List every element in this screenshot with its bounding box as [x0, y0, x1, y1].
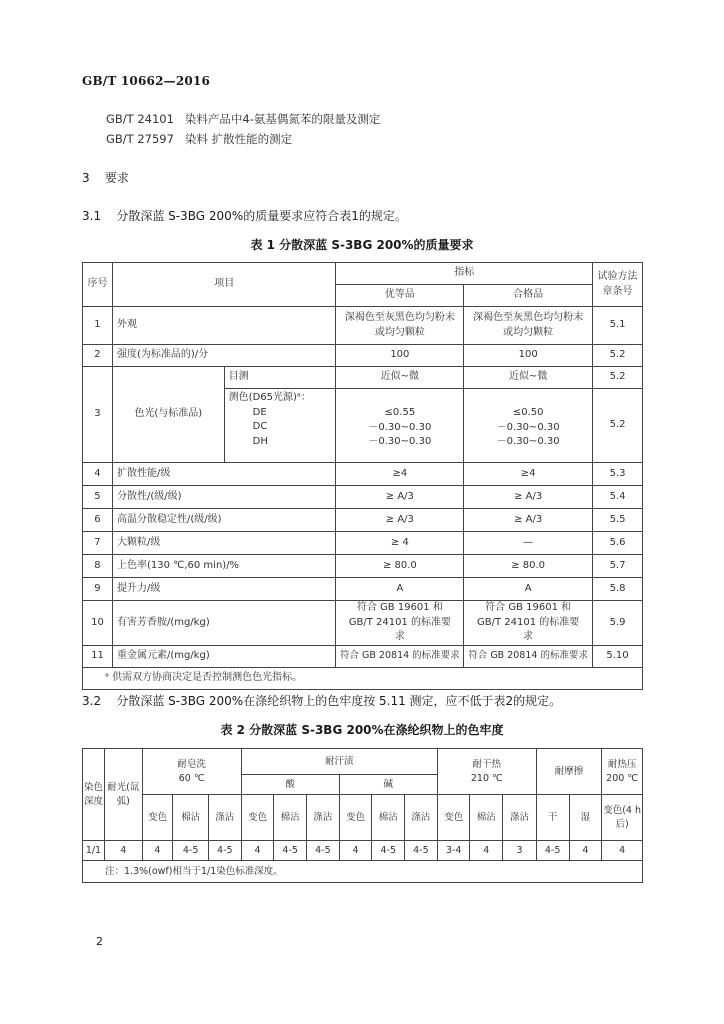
sub-label: DH: [252, 435, 268, 447]
row-premium: A: [336, 578, 464, 601]
subheader-change: 变色: [437, 795, 470, 841]
press-label: 耐热压: [607, 758, 637, 770]
row-method: 5.10: [593, 645, 643, 667]
instrument-qualified: [464, 389, 593, 463]
subheader-press: 变色(4 h后): [602, 795, 643, 841]
table-row: [83, 645, 643, 667]
sub-label: DE: [252, 406, 267, 418]
header-light: 耐光(氙弧): [104, 749, 142, 841]
subheader-cotton: 棉沾: [274, 795, 307, 841]
cell-value: 4: [602, 841, 643, 861]
row-premium: ≥ 4: [336, 532, 464, 555]
color-fastness-table: [82, 748, 643, 883]
cell-value: 4: [142, 841, 173, 861]
row-method: 5.7: [593, 555, 643, 578]
sub-qualified: －0.30~0.30: [496, 421, 560, 433]
reference-title: 染料 扩散性能的测定: [184, 132, 293, 146]
row-qualified: 深褐色至灰黑色均匀粉末或均匀颗粒: [464, 307, 593, 345]
row-item: 提升力/级: [112, 578, 336, 601]
row-no: 2: [83, 345, 113, 367]
row-premium: ≥ A/3: [336, 509, 464, 532]
row-no: 4: [83, 463, 113, 486]
row-method: 5.1: [593, 307, 643, 345]
row-qualified: ≥ A/3: [464, 509, 593, 532]
row-qualified: 符合 GB 19601 和 GB/T 24101 的标准要求: [464, 601, 593, 646]
cell-value: 4: [569, 841, 602, 861]
subheader-change: 变色: [142, 795, 173, 841]
header-acid: 酸: [241, 775, 339, 795]
header-qualified: 合格品: [464, 285, 593, 307]
quality-requirements-table: [82, 262, 643, 690]
cell-value: 4-5: [307, 841, 340, 861]
table-row: [83, 345, 643, 367]
row-no: 7: [83, 532, 113, 555]
dryheat-temp: 210 ℃: [470, 772, 503, 784]
cell-value: 4-5: [274, 841, 307, 861]
row-no: 9: [83, 578, 113, 601]
row-qualified: ≥ 80.0: [464, 555, 593, 578]
reference-code: GB/T 24101: [106, 112, 174, 126]
row-item: 强度(为标准品的)/分: [112, 345, 336, 367]
row-qualified: ≥4: [464, 463, 593, 486]
reference-2: [106, 131, 292, 147]
header-no: 序号: [83, 263, 113, 307]
table-1-caption: 表 1 分散深蓝 S-3BG 200%的质量要求: [250, 238, 474, 252]
visual-label: 目测: [224, 367, 336, 389]
cell-value: 4-5: [173, 841, 209, 861]
row-method: 5.5: [593, 509, 643, 532]
cell-value: 4-5: [208, 841, 241, 861]
clause-number: 3.2: [82, 694, 102, 708]
table-row: [83, 509, 643, 532]
row-premium: ≥ 80.0: [336, 555, 464, 578]
row-premium: 符合 GB 20814 的标准要求: [336, 645, 464, 667]
sub-qualified: ≤0.50: [512, 407, 544, 418]
table-row: [83, 555, 643, 578]
row-item: 外观: [112, 307, 336, 345]
section-title: 要求: [104, 171, 129, 185]
table-2-caption: 表 2 分散深蓝 S-3BG 200%在涤纶织物上的色牢度: [220, 723, 504, 737]
cell-value: 4-5: [536, 841, 569, 861]
clause-number: 3.1: [82, 209, 102, 223]
row-item: 高温分散稳定性/(级/级): [112, 509, 336, 532]
row-qualified: 符合 GB 20814 的标准要求: [464, 645, 593, 667]
row-method: 5.2: [593, 345, 643, 367]
table-2-note: 注：1.3%(owf)相当于1/1染色标准深度。: [83, 861, 643, 883]
row-no: 8: [83, 555, 113, 578]
row-no: 6: [83, 509, 113, 532]
clause-text: 分散深蓝 S-3BG 200%在涤纶织物上的色牢度按 5.11 测定，应不低于表2的规定。: [116, 694, 562, 708]
header-depth: 染色深度: [83, 749, 105, 841]
row-no: 5: [83, 486, 113, 509]
subheader-poly: 涤沾: [503, 795, 537, 841]
instrument-labels: [224, 389, 336, 463]
section-3-heading: [82, 169, 129, 186]
reference-code: GB/T 27597: [106, 132, 174, 146]
instrument-method: 5.2: [593, 389, 643, 463]
visual-qualified: 近似~微: [464, 367, 593, 389]
row-premium: ≥4: [336, 463, 464, 486]
row-item: 扩散性能/级: [112, 463, 336, 486]
row-method: 5.8: [593, 578, 643, 601]
sub-label: DC: [252, 421, 268, 432]
row-qualified: —: [464, 532, 593, 555]
cell-value: 3-4: [437, 841, 470, 861]
cell-value: 4-5: [372, 841, 405, 861]
standard-header: GB/T 10662—2016: [82, 74, 211, 88]
table-1-footnote: ᵃ 供需双方协商决定是否控制测色色光指标。: [83, 667, 643, 689]
row-qualified: 100: [464, 345, 593, 367]
row-no: 1: [83, 307, 113, 345]
row-method: 5.6: [593, 532, 643, 555]
header-index: 指标: [336, 263, 593, 285]
cell-value: 4: [241, 841, 274, 861]
cell-value: 3: [503, 841, 537, 861]
cell-value: 4: [470, 841, 503, 861]
subheader-dry: 干: [536, 795, 569, 841]
subheader-poly: 涤沾: [208, 795, 241, 841]
row-premium: 深褐色至灰黑色均匀粉末或均匀颗粒: [336, 307, 464, 345]
dryheat-label: 耐干热: [472, 758, 502, 770]
cell-depth: 1/1: [83, 841, 105, 861]
header-premium: 优等品: [336, 285, 464, 307]
header-rub: 耐摩擦: [536, 749, 601, 795]
row-method: 5.9: [593, 601, 643, 646]
row-no: 3: [83, 367, 113, 463]
clause-3-2: [82, 692, 561, 709]
soap-temp: 60 ℃: [178, 772, 205, 784]
row-no: 10: [83, 601, 113, 646]
table-row: [83, 601, 643, 646]
header-soap: [142, 749, 241, 795]
row-item: 色光(与标准品): [112, 367, 224, 463]
header-sweat: 耐汗渍: [241, 749, 437, 775]
reference-1: [106, 111, 380, 127]
row-no: 11: [83, 645, 113, 667]
clause-text: 分散深蓝 S-3BG 200%的质量要求应符合表1的规定。: [116, 209, 407, 223]
row-premium: 符合 GB 19601 和 GB/T 24101 的标准要求: [336, 601, 464, 646]
table-row: [83, 307, 643, 345]
subheader-poly: 涤沾: [307, 795, 340, 841]
row-item: 大颗粒/级: [112, 532, 336, 555]
subheader-cotton: 棉沾: [173, 795, 209, 841]
table-row: [83, 578, 643, 601]
sub-premium: ≤0.55: [384, 407, 416, 418]
subheader-cotton: 棉沾: [470, 795, 503, 841]
instrument-label: 测色(D65光源)ᵃ：: [228, 392, 311, 403]
table-row: [83, 532, 643, 555]
reference-title: 染料产品中4-氨基偶氮苯的限量及测定: [184, 112, 381, 126]
subheader-change: 变色: [241, 795, 274, 841]
soap-label: 耐皂洗: [177, 758, 206, 770]
cell-value: 4-5: [405, 841, 438, 861]
cell-value: 4: [104, 841, 142, 861]
page-number: 2: [96, 935, 103, 948]
subheader-change: 变色: [339, 795, 372, 841]
row-qualified: A: [464, 578, 593, 601]
row-qualified: ≥ A/3: [464, 486, 593, 509]
press-temp: 200 ℃: [606, 772, 638, 784]
table-row: [83, 463, 643, 486]
sub-premium: －0.30~0.30: [368, 421, 432, 433]
header-press: [602, 749, 643, 795]
visual-method: 5.2: [593, 367, 643, 389]
table-row: [83, 841, 643, 861]
row-premium: 100: [336, 345, 464, 367]
table-row: [83, 486, 643, 509]
subheader-cotton: 棉沾: [372, 795, 405, 841]
header-item: 项目: [112, 263, 336, 307]
row-item: 有害芳香胺/(mg/kg): [112, 601, 336, 646]
visual-premium: 近似~微: [336, 367, 464, 389]
row-premium: ≥ A/3: [336, 486, 464, 509]
section-number: 3: [82, 171, 90, 185]
row-item: 分散性/(级/级): [112, 486, 336, 509]
table-row: [83, 367, 643, 389]
row-method: 5.4: [593, 486, 643, 509]
header-dryheat: [437, 749, 536, 795]
sub-qualified: －0.30~0.30: [496, 436, 560, 447]
header-method: 试验方法章条号: [593, 263, 643, 307]
subheader-poly: 涤沾: [405, 795, 438, 841]
sub-premium: －0.30~0.30: [368, 436, 432, 447]
cell-value: 4: [339, 841, 372, 861]
row-method: 5.3: [593, 463, 643, 486]
row-item: 上色率(130 ℃,60 min)/%: [112, 555, 336, 578]
clause-3-1: [82, 207, 407, 224]
row-item: 重金属元素/(mg/kg): [112, 645, 336, 667]
instrument-premium: [336, 389, 464, 463]
subheader-wet: 湿: [569, 795, 602, 841]
header-alkali: 碱: [339, 775, 437, 795]
